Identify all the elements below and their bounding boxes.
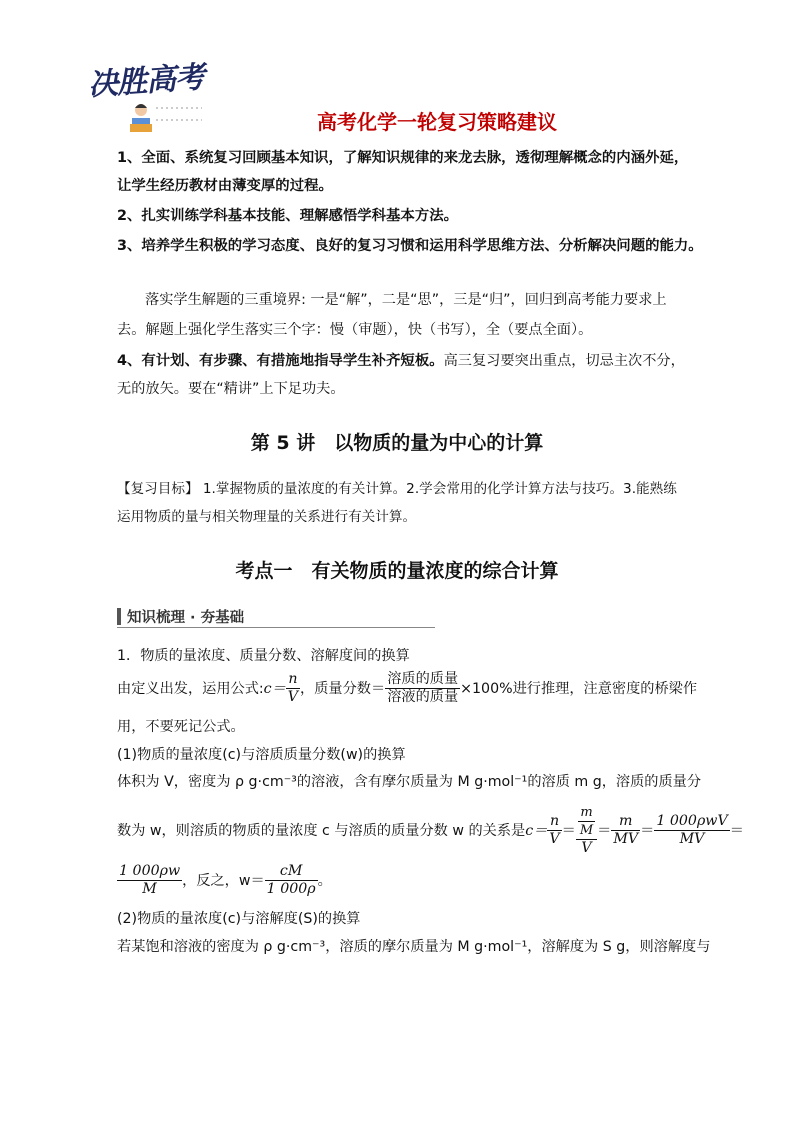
definition-formula-line [117,668,697,708]
advice-line-4 [117,349,685,370]
lecture-title: 第 5 讲 以物质的量为中心的计算 [250,432,544,454]
relation-formula-line: 数为 w，则溶质的物质的量浓度 c 与溶质的质量分数 w 的关系是 c＝ $\frac{n}{V}$ ＝ $\frac{\frac{m}{M}}{V}$ ＝ $\frac{m}{MV}$ ＝ $\frac{\text{1 000ρwV}}{MV}$ ＝ [117,804,744,856]
definition-text: 由定义出发，运用公式: [117,681,264,697]
advice-line-4-bold: 4、有计划、有步骤、有措施地指导学生补齐短板。 [117,353,444,369]
sub-heading-2: (2)物质的量浓度(c)与溶解度(S)的换算 [117,911,361,927]
review-goals-line-2: 运用物质的量与相关物理量的关系进行有关计算。 [117,509,417,525]
fraction-m-over-M-over-V: $\frac{\frac{m}{M}}{V}$ [576,804,597,857]
fraction-m-over-MV: $\frac{m}{MV}$ [613,812,639,847]
relation-text: 数为 w，则溶质的物质的量浓度 c 与溶质的质量分数 w 的关系是 [117,823,526,839]
fraction-cM-over-1000rho: $\frac{cM}{1 000\rho}$ [266,862,316,897]
logo-text: 决胜高考 [87,59,206,103]
formula-c: c＝ [263,681,286,697]
fraction-1000rhow-over-M: $\frac{1 000\rho w}{M}$ [119,862,181,897]
advice-line-4b: 无的放矢。要在“精讲”上下足功夫。 [117,381,345,397]
inverse-formula-line: $\frac{1 000\rho w}{M}$ ，反之，w＝ $\frac{cM}{1 000\rho}$ 。 [119,862,332,897]
advice-line-1b: 让学生经历教材由薄变厚的过程。 [117,178,333,194]
fraction-n-over-V-2: $\frac{n}{V}$ [549,812,560,847]
mass-fraction-label: ，质量分数＝ [300,681,386,697]
inverse-text: ，反之，w＝ [182,873,265,889]
page-title: 高考化学一轮复习策略建议 [317,110,557,134]
advice-line-2: 2、扎实训练学科基本技能、理解感悟学科基本方法。 [117,208,458,224]
advice-para-line-2: 去。解题上强化学生落实三个字：慢（审题），快（书写），全（要点全面）。 [117,322,593,338]
section-label: 知识梳理 · 夯基础 [127,610,245,626]
fraction-mass-ratio: $\frac{\text{溶质的质量}}{\text{溶液的质量}}$ [387,670,459,705]
paragraph-2-line-1: 若某饱和溶液的密度为 ρ g·cm⁻³，溶质的摩尔质量为 M g·mol⁻¹，溶解度为 S g，则溶解度与 [117,939,711,955]
sub-heading-1: (1)物质的量浓度(c)与溶质质量分数(w)的换算 [117,747,406,763]
advice-para-line-1: 落实学生解题的三重境界: 一是“解”，二是“思”，三是“归”，回归到高考能力要求上 [145,292,667,308]
review-goals-line-1: 【复习目标】 1.掌握物质的量浓度的有关计算。2.学会常用的化学计算方法与技巧。3.能熟练 [117,481,677,497]
section-header [117,606,435,628]
advice-line-3: 3、培养学生积极的学习态度、良好的复习习惯和运用科学思维方法、分析解决问题的能力。 [117,238,703,254]
fraction-n-over-V: $\frac{n}{V}$ [287,670,299,705]
advice-line-1: 1、全面、系统复习回顾基本知识，了解知识规律的来龙去脉，透彻理解概念的内涵外延， [117,150,689,166]
definition-text-2: ×100%进行推理，注意密度的桥梁作 [460,681,698,697]
section-divider [117,627,435,628]
definition-text-3: 用，不要死记公式。 [117,719,245,735]
exam-point-title: 考点一 有关物质的量浓度的综合计算 [235,560,559,582]
item-1-heading: 1．物质的量浓度、质量分数、溶解度间的换算 [117,648,410,664]
paragraph-1-line-1: 体积为 V，密度为 ρ g·cm⁻³的溶液，含有摩尔质量为 M g·mol⁻¹的溶质 m g，溶质的质量分 [117,774,702,790]
section-marker [117,608,121,625]
fraction-1000rhowV-over-MV: $\frac{\text{1 000ρwV}}{MV}$ [656,812,728,847]
advice-line-4-rest: 高三复习要突出重点，切忌主次不分， [443,353,685,369]
